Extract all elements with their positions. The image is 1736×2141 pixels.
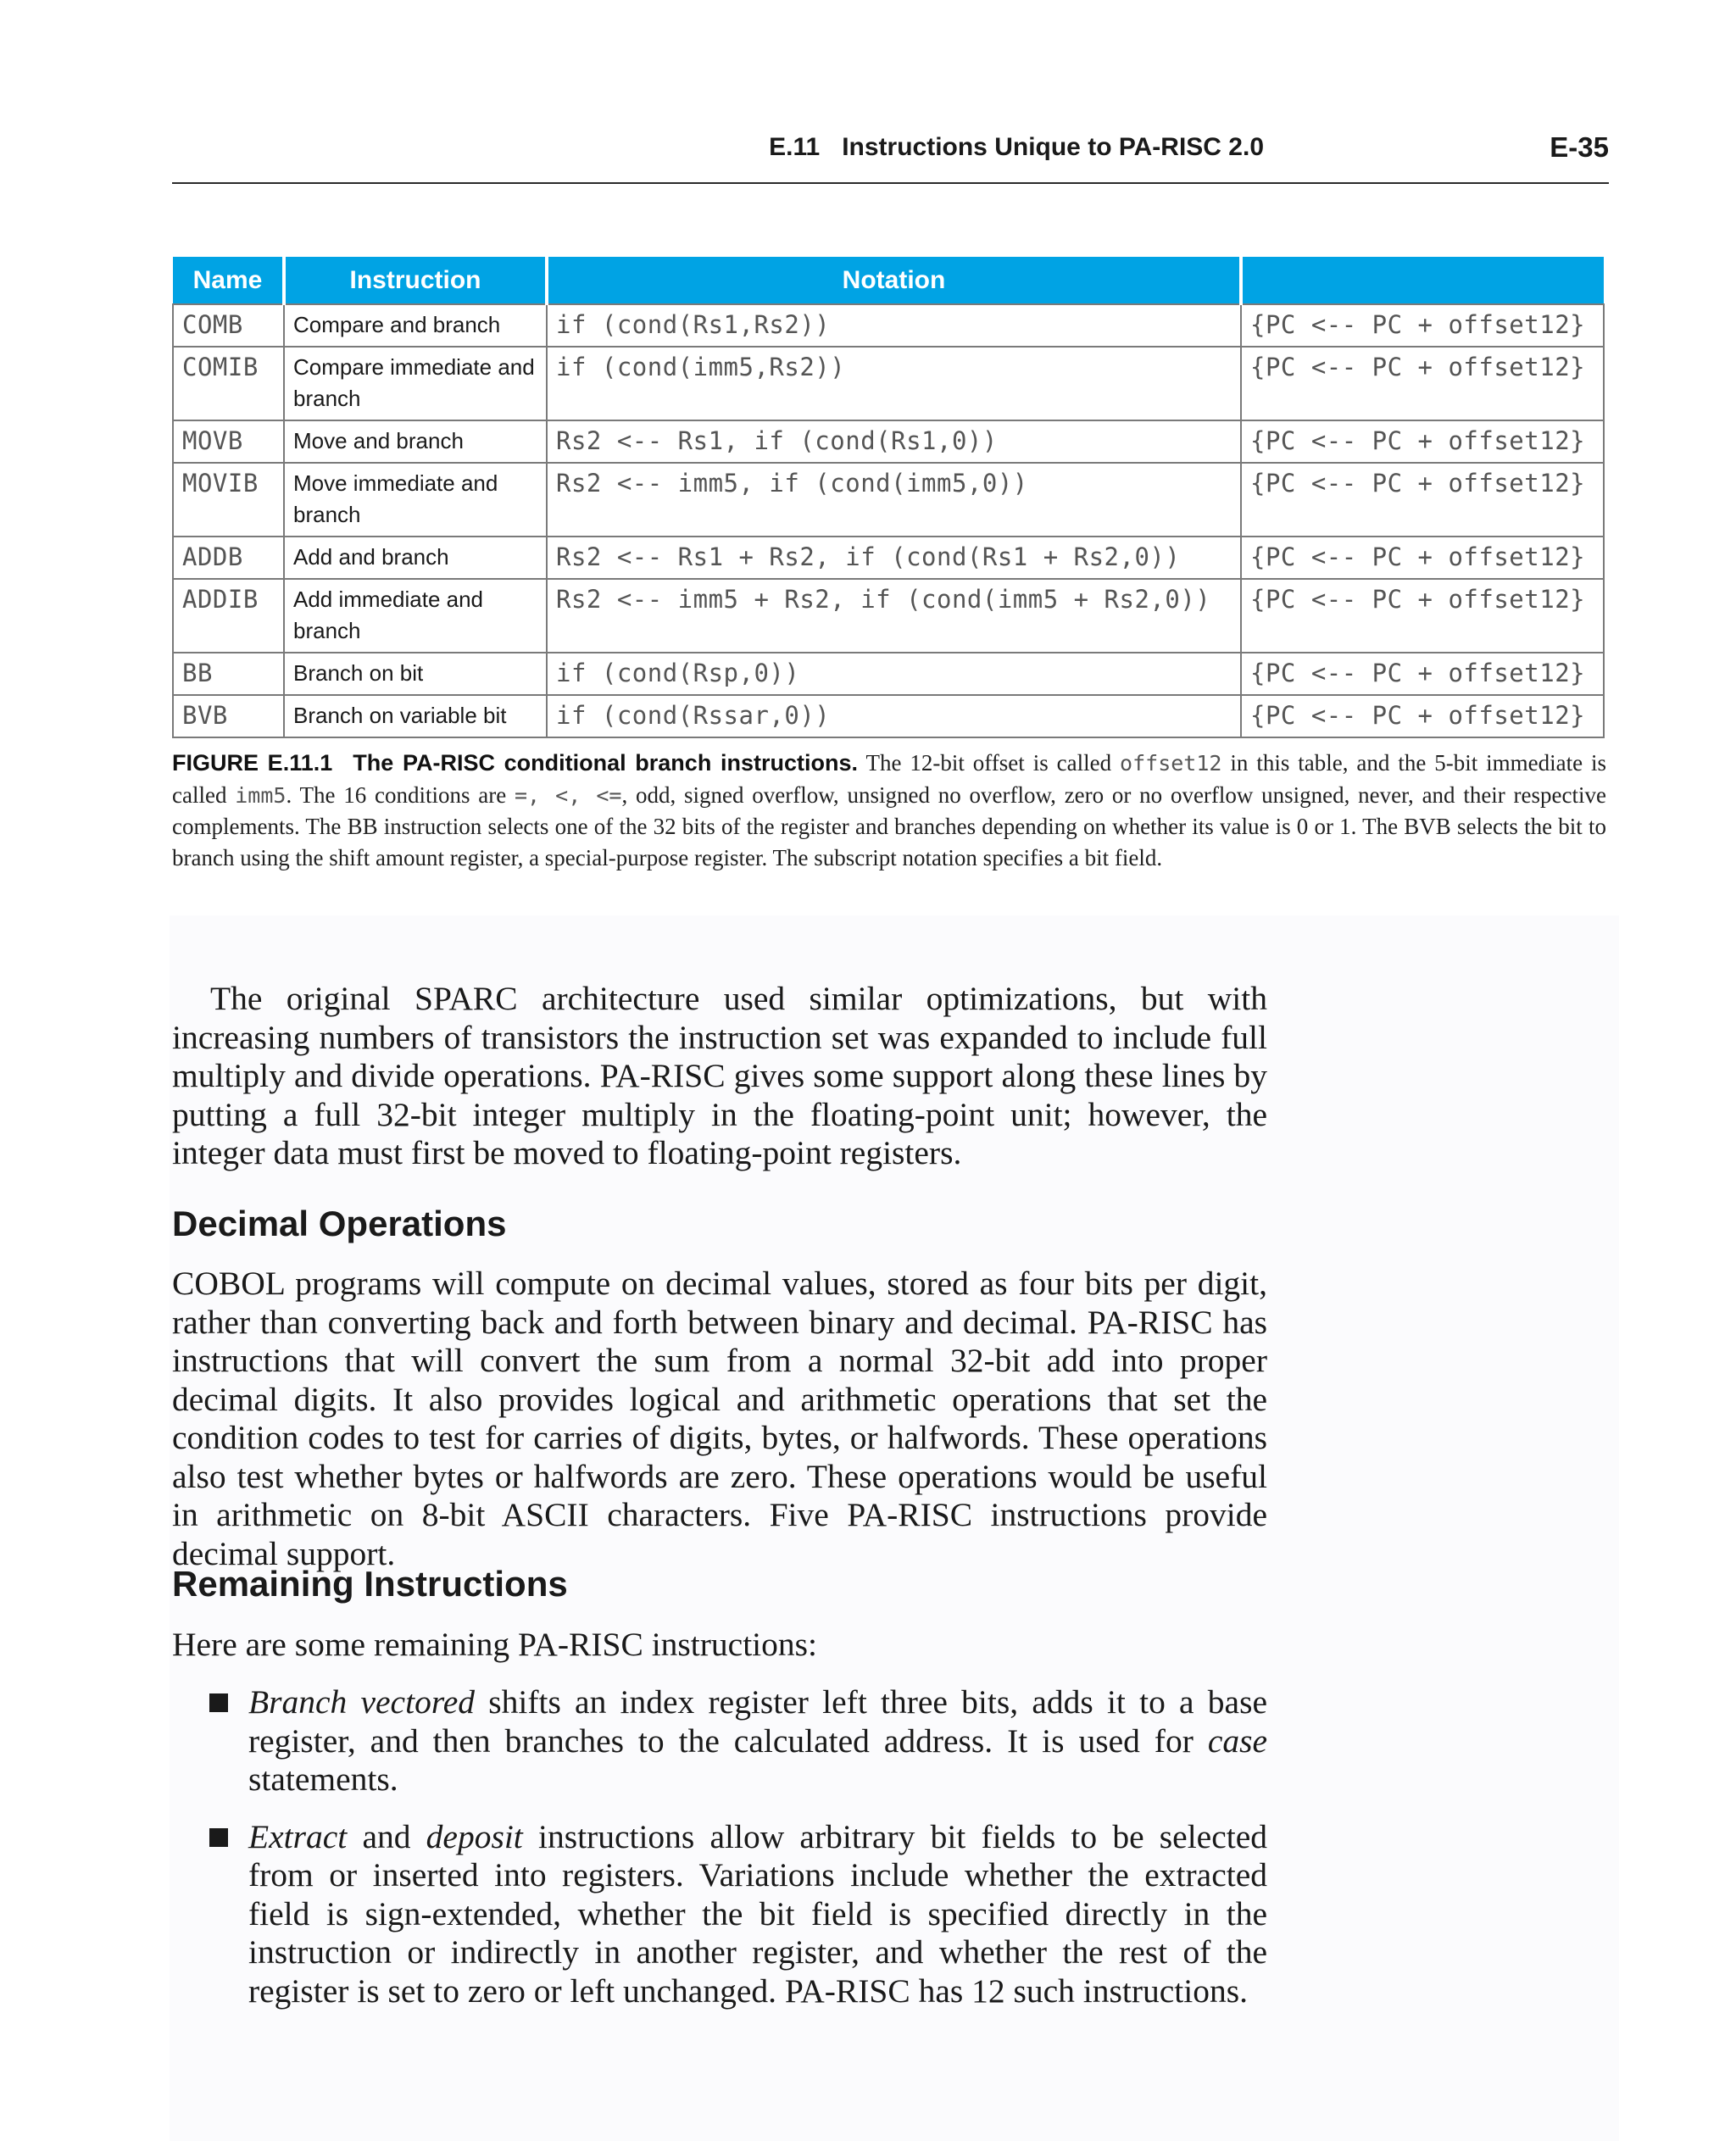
caption-text: , odd, signed overflow, unsigned no overflow, zero or no overflow unsigned, never, and their respective complements. The BB instruction selects one of the 32 bits of the register and branches depending on whether its value is 0 or 1. The BVB selects the bit to branch using the shift amount register, a special-purpose register. The subscript notation specifies a bit field.: [172, 781, 1606, 870]
list-item: [172, 1818, 1267, 2011]
bullet-term: Branch vectored: [248, 1683, 476, 1721]
table-row: [173, 579, 1604, 653]
cell-action: {PC <-- PC + offset12}: [1241, 695, 1604, 737]
bullet-term: deposit: [426, 1817, 523, 1855]
bullet-text: and: [347, 1817, 426, 1855]
cell-name: COMB: [173, 304, 284, 347]
cell-notation: if (cond(imm5,Rs2)): [547, 347, 1241, 420]
caption-text: in this table, and the 5-bit immediate is called: [172, 750, 1607, 808]
intro-paragraph: The original SPARC architecture used similar optimizations, but with increasing numbers of transistors the instruction set was expanded to include full multiply and divide operations. PA-RISC gives some support along these lines by putting a full 32-bit integer multiply in the floating-point unit; however, the integer data must first be moved to floating-point registers.: [172, 980, 1267, 1171]
cell-instruction: Branch on variable bit: [284, 695, 547, 737]
remaining-instructions-heading: Remaining Instructions: [172, 1564, 568, 1604]
cell-name: BB: [173, 653, 284, 695]
cell-name: MOVB: [173, 420, 284, 463]
cell-notation: if (cond(Rs1,Rs2)): [547, 304, 1241, 347]
bullet-text: statements.: [248, 1760, 398, 1798]
cell-notation: Rs2 <-- Rs1 + Rs2, if (cond(Rs1 + Rs2,0)): [547, 537, 1241, 579]
cell-instruction: Compare and branch: [284, 304, 547, 347]
caption-code-conditions: =, <, <=: [514, 782, 622, 808]
square-bullet-icon: [209, 1828, 228, 1847]
cell-name: MOVIB: [173, 463, 284, 537]
cell-action: {PC <-- PC + offset12}: [1241, 579, 1604, 653]
caption-code-imm5: imm5: [235, 782, 287, 808]
cell-notation: if (cond(Rssar,0)): [547, 695, 1241, 737]
cell-instruction: Add and branch: [284, 537, 547, 579]
cell-name: ADDB: [173, 537, 284, 579]
cell-notation: if (cond(Rsp,0)): [547, 653, 1241, 695]
table-row: [173, 347, 1604, 420]
cell-notation: Rs2 <-- Rs1, if (cond(Rs1,0)): [547, 420, 1241, 463]
cell-instruction: Compare immediate and branch: [284, 347, 547, 420]
figure-label: FIGURE E.11.1: [172, 750, 333, 776]
cell-action: {PC <-- PC + offset12}: [1241, 304, 1604, 347]
list-item: [172, 1683, 1267, 1799]
bullet-term: Extract: [248, 1817, 348, 1855]
cell-action: {PC <-- PC + offset12}: [1241, 463, 1604, 537]
branch-instructions-table: [172, 257, 1605, 738]
table-row: [173, 695, 1604, 737]
column-header-notation: Notation: [547, 257, 1241, 304]
remaining-intro: Here are some remaining PA-RISC instructions:: [172, 1626, 817, 1663]
figure-title: The PA-RISC conditional branch instructions.: [353, 750, 859, 776]
page-number: E-35: [1550, 131, 1609, 163]
column-header-instruction: Instruction: [284, 257, 547, 304]
decimal-operations-heading: Decimal Operations: [172, 1204, 507, 1243]
table-row: [173, 463, 1604, 537]
cell-instruction: Branch on bit: [284, 653, 547, 695]
cell-name: BVB: [173, 695, 284, 737]
table-row: [173, 537, 1604, 579]
caption-text: The 12-bit offset is called: [865, 750, 1112, 776]
bullet-term: case: [1207, 1721, 1267, 1760]
cell-notation: Rs2 <-- imm5, if (cond(imm5,0)): [547, 463, 1241, 537]
instruction-bullet-list: [172, 1683, 1267, 2010]
table-row: [173, 653, 1604, 695]
bullet-text: shifts an index register left three bits, adds it to a base register, and then branches to the calculated address. It is used for: [248, 1683, 1267, 1760]
cell-name: ADDIB: [173, 579, 284, 653]
decimal-paragraph: COBOL programs will compute on decimal values, stored as four bits per digit, rather than converting back and forth between binary and decimal. PA-RISC has instructions that will convert the sum from a normal 32-bit add into proper decimal digits. It also provides logical and arithmetic operations that set the condition codes to test for carries of digits, bytes, or halfwords. These operations also test whether bytes or halfwords are zero. These operations would be useful in arithmetic on 8-bit ASCII characters. Five PA-RISC instructions provide decimal support.: [172, 1265, 1267, 1572]
cell-notation: Rs2 <-- imm5 + Rs2, if (cond(imm5 + Rs2,0)): [547, 579, 1241, 653]
table-row: [173, 420, 1604, 463]
running-header: [172, 131, 1609, 184]
section-title: Instructions Unique to PA-RISC 2.0: [842, 133, 1264, 161]
cell-instruction: Add immediate and branch: [284, 579, 547, 653]
bullet-text: instructions allow arbitrary bit fields to be selected from or inserted into registers. Variations include whether the extracted field is sign-extended, whether the bit field is specified directly in the instruction or indirectly in another register, and whether the rest of the register is set to zero or left unchanged. PA-RISC has 12 such instructions.: [248, 1817, 1267, 2010]
column-header-action: [1241, 257, 1604, 304]
cell-action: {PC <-- PC + offset12}: [1241, 420, 1604, 463]
cell-instruction: Move and branch: [284, 420, 547, 463]
cell-action: {PC <-- PC + offset12}: [1241, 537, 1604, 579]
cell-action: {PC <-- PC + offset12}: [1241, 653, 1604, 695]
cell-instruction: Move immediate and branch: [284, 463, 547, 537]
figure-caption: [172, 748, 1606, 873]
section-label: [769, 133, 1264, 162]
table-header-row: [173, 257, 1604, 304]
square-bullet-icon: [209, 1693, 228, 1712]
cell-action: {PC <-- PC + offset12}: [1241, 347, 1604, 420]
caption-text: . The 16 conditions are: [286, 781, 507, 808]
table-row: [173, 304, 1604, 347]
cell-name: COMIB: [173, 347, 284, 420]
caption-code-offset12: offset12: [1120, 751, 1222, 776]
section-number: E.11: [769, 133, 821, 161]
column-header-name: Name: [173, 257, 284, 304]
